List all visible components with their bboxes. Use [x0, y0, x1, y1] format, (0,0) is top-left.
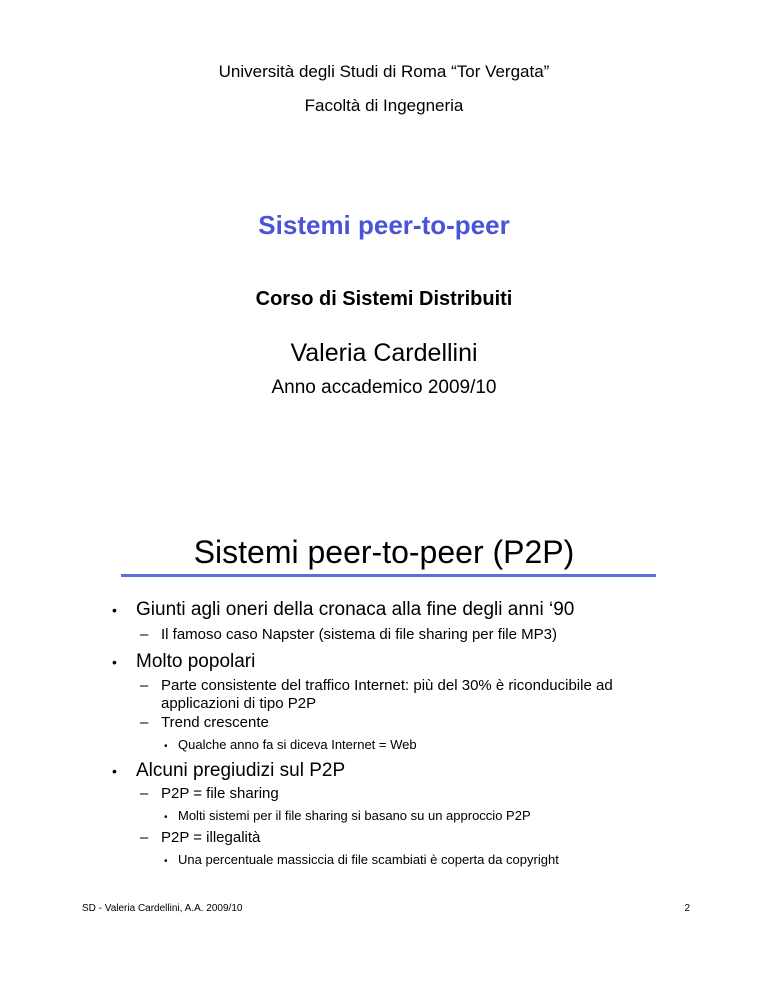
bullet-text: Alcuni pregiudizi sul P2P — [136, 760, 346, 781]
bullet-marker: • — [112, 763, 117, 779]
bullet-marker: • — [112, 654, 117, 670]
sub-sub-bullet-text: Qualche anno fa si diceva Internet = Web — [178, 737, 417, 752]
bullet-item — [112, 760, 345, 782]
bullet-marker: • — [164, 856, 168, 867]
faculty-name: Facoltà di Ingegneria — [304, 96, 464, 115]
sub-bullet-item — [140, 829, 681, 847]
title-underline — [121, 574, 656, 577]
sub-sub-bullet-item — [164, 808, 531, 823]
sub-sub-bullet-item — [164, 737, 417, 752]
sub-bullet-item — [140, 626, 681, 644]
bullet-marker: • — [112, 602, 117, 618]
dash-marker: – — [140, 626, 149, 643]
dash-marker: – — [140, 829, 149, 846]
sub-bullet-text: Il famoso caso Napster (sistema di file sharing per file MP3) — [161, 626, 557, 643]
page-number: 2 — [684, 903, 690, 914]
bullet-marker: • — [164, 741, 168, 752]
sub-sub-bullet-text: Molti sistemi per il file sharing si basano su un approccio P2P — [178, 808, 531, 823]
bullet-text: Giunti agli oneri della cronaca alla fine degli anni ‘90 — [136, 599, 575, 620]
dash-marker: – — [140, 785, 149, 802]
university-name: Università degli Studi di Roma “Tor Vergata” — [218, 62, 550, 81]
bullet-text: Molto popolari — [136, 651, 256, 672]
author-name: Valeria Cardellini — [290, 339, 478, 367]
sub-bullet-text: Trend crescente — [161, 714, 269, 731]
sub-bullet-text: P2P = file sharing — [161, 785, 279, 802]
dash-marker: – — [140, 714, 149, 731]
sub-bullet-item — [140, 677, 681, 713]
sub-bullet-item — [140, 785, 681, 803]
footer-credit: SD - Valeria Cardellini, A.A. 2009/10 — [82, 903, 243, 914]
cover-title: Sistemi peer-to-peer — [258, 210, 510, 240]
bullet-item — [112, 599, 574, 621]
dash-marker: – — [140, 677, 149, 694]
sub-sub-bullet-text: Una percentuale massiccia di file scambiati è coperta da copyright — [178, 852, 559, 867]
sub-bullet-text: P2P = illegalità — [161, 829, 261, 846]
course-name: Corso di Sistemi Distribuiti — [255, 288, 513, 310]
sub-bullet-text: Parte consistente del traffico Internet: più del 30% è riconducibile ad applicazioni di tipo P2P — [161, 677, 613, 712]
sub-bullet-item — [140, 714, 681, 732]
sub-sub-bullet-item — [164, 852, 559, 867]
bullet-item — [112, 651, 255, 673]
academic-year: Anno accademico 2009/10 — [271, 377, 497, 398]
bullet-marker: • — [164, 812, 168, 823]
slide-title: Sistemi peer-to-peer (P2P) — [193, 534, 575, 570]
